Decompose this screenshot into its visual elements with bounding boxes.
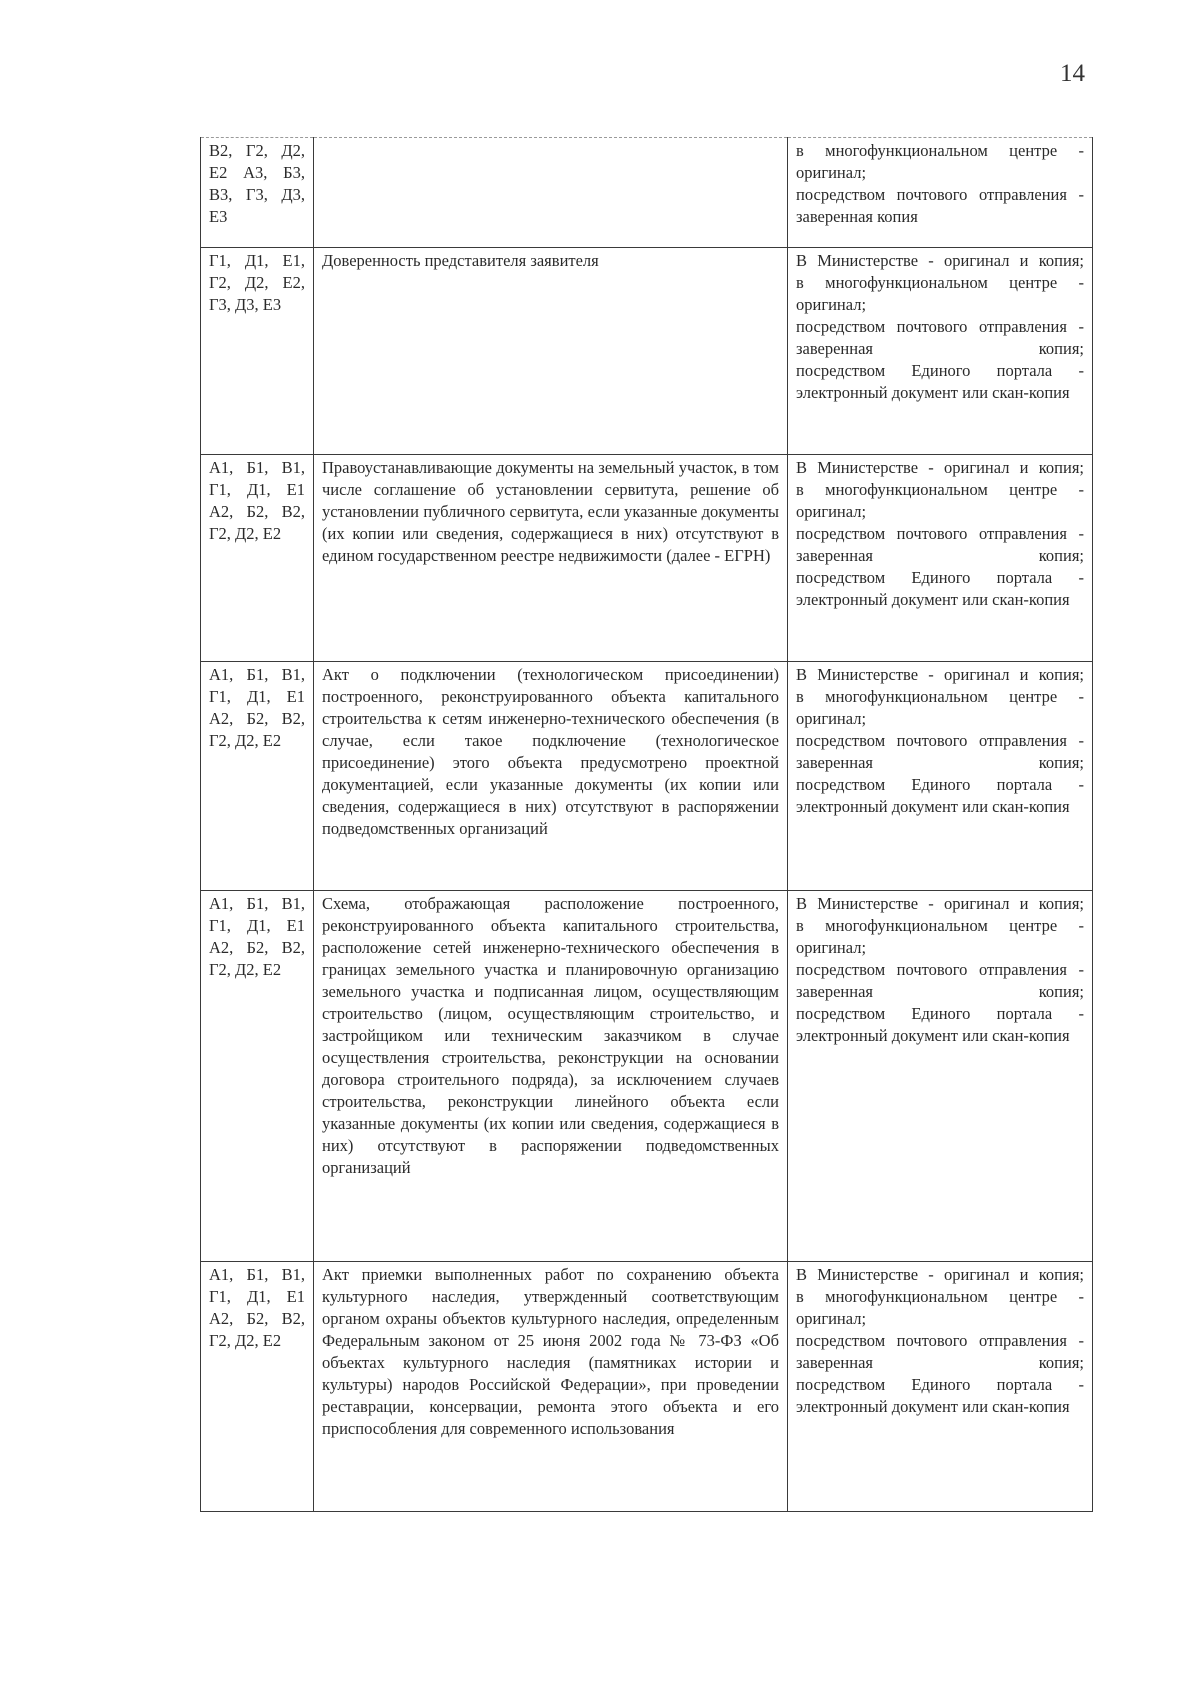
document-name-cell: Схема, отображающая расположение построенного, реконструированного объекта капитального строительства, расположение сетей инженерно-технического обеспечения в границах земельного участка и планировочную организацию земельного участка и подписанная лицом, осуществляющим строительство (лицом, осуществляющим строительство, и застройщиком или техническим заказчиком в случае осуществления строительства, реконструкции на основании договора строительного подряда), за исключением случаев строительства, реконструкции линейного объекта если указанные документы (их копии или сведения, содержащиеся в них) отсутствуют в распоряжении подведомственных организаций xyxy=(314,891,788,1262)
document-name-cell xyxy=(314,138,788,248)
submission-method-line: посредством почтового отправления - заверенная копия; xyxy=(796,731,1084,772)
submission-method-cell xyxy=(788,891,1093,1262)
submission-method-line: В Министерстве - оригинал и копия; xyxy=(796,665,1084,684)
submission-method-line: в многофункциональном центре - оригинал; xyxy=(796,273,1084,314)
applicant-codes-cell: В2, Г2, Д2, Е2 А3, Б3, В3, Г3, Д3, Е3 xyxy=(201,138,314,248)
submission-method-line: в многофункциональном центре - оригинал; xyxy=(796,1287,1084,1328)
document-name-cell: Доверенность представителя заявителя xyxy=(314,248,788,455)
submission-method-line: посредством почтового отправления - заверенная копия; xyxy=(796,960,1084,1001)
submission-method-line: посредством Единого портала - электронный документ или скан-копия xyxy=(796,361,1084,402)
submission-method-line: в многофункциональном центре - оригинал; xyxy=(796,687,1084,728)
table-row xyxy=(201,455,1093,662)
submission-method-line: посредством почтового отправления - заверенная копия; xyxy=(796,1331,1084,1372)
submission-method-line: посредством Единого портала - электронный документ или скан-копия xyxy=(796,1375,1084,1416)
document-name-cell: Акт о подключении (технологическом присоединении) построенного, реконструированного объекта капитального строительства к сетям инженерно-технического обеспечения (в случае, если такое подключение (технологическое присоединение) этого объекта предусмотрено проектной документацией, если указанные документы (их копии или сведения, содержащиеся в них) отсутствуют в распоряжении подведомственных организаций xyxy=(314,662,788,891)
applicant-codes-cell: А1, Б1, В1, Г1, Д1, Е1 А2, Б2, В2, Г2, Д2, Е2 xyxy=(201,662,314,891)
submission-method-line: в многофункциональном центре - оригинал; xyxy=(796,141,1084,182)
applicant-codes-cell: А1, Б1, В1, Г1, Д1, Е1 А2, Б2, В2, Г2, Д2, Е2 xyxy=(201,1262,314,1512)
document-name-cell: Правоустанавливающие документы на земельный участок, в том числе соглашение об установлении сервитута, решение об установлении публичного сервитута, если указанные документы (их копии или сведения, содержащиеся в них) отсутствуют в едином государственном реестре недвижимости (далее - ЕГРН) xyxy=(314,455,788,662)
applicant-codes-cell: А1, Б1, В1, Г1, Д1, Е1 А2, Б2, В2, Г2, Д2, Е2 xyxy=(201,455,314,662)
submission-method-cell xyxy=(788,455,1093,662)
submission-method-line: посредством Единого портала - электронный документ или скан-копия xyxy=(796,775,1084,816)
submission-method-cell xyxy=(788,248,1093,455)
submission-method-line: в многофункциональном центре - оригинал; xyxy=(796,480,1084,521)
submission-method-line: В Министерстве - оригинал и копия; xyxy=(796,251,1084,270)
applicant-codes-cell: А1, Б1, В1, Г1, Д1, Е1 А2, Б2, В2, Г2, Д2, Е2 xyxy=(201,891,314,1262)
submission-method-cell xyxy=(788,662,1093,891)
submission-method-line: В Министерстве - оригинал и копия; xyxy=(796,894,1084,913)
submission-method-cell xyxy=(788,138,1093,248)
table-row xyxy=(201,138,1093,248)
documents-table xyxy=(200,137,1093,1512)
submission-method-cell xyxy=(788,1262,1093,1512)
submission-method-line: посредством почтового отправления - заверенная копия; xyxy=(796,524,1084,565)
submission-method-line: в многофункциональном центре - оригинал; xyxy=(796,916,1084,957)
submission-method-line: посредством Единого портала - электронный документ или скан-копия xyxy=(796,1004,1084,1045)
applicant-codes-cell: Г1, Д1, Е1, Г2, Д2, Е2, Г3, Д3, Е3 xyxy=(201,248,314,455)
table-row xyxy=(201,1262,1093,1512)
page-number: 14 xyxy=(1060,60,1085,87)
submission-method-line: посредством Единого портала - электронный документ или скан-копия xyxy=(796,568,1084,609)
submission-method-line: посредством почтового отправления - заверенная копия xyxy=(796,185,1084,226)
table-row xyxy=(201,662,1093,891)
table-row xyxy=(201,248,1093,455)
document-name-cell: Акт приемки выполненных работ по сохранению объекта культурного наследия, утвержденный соответствующим органом охраны объектов культурного наследия, определенным Федеральным законом от 25 июня 2002 года № 73-ФЗ «Об объектах культурного наследия (памятниках истории и культуры) народов Российской Федерации», при проведении реставрации, консервации, ремонта этого объекта и его приспособления для современного использования xyxy=(314,1262,788,1512)
table-row xyxy=(201,891,1093,1262)
submission-method-line: посредством почтового отправления - заверенная копия; xyxy=(796,317,1084,358)
submission-method-line: В Министерстве - оригинал и копия; xyxy=(796,1265,1084,1284)
submission-method-line: В Министерстве - оригинал и копия; xyxy=(796,458,1084,477)
